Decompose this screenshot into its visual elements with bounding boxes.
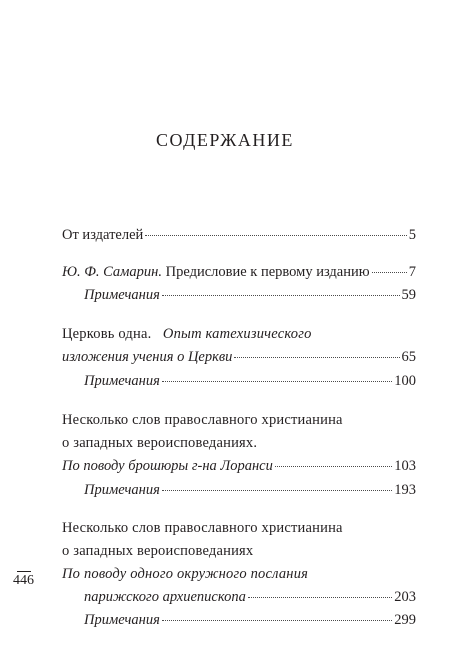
notes-page: 193 — [394, 482, 416, 498]
dot-leader — [372, 272, 407, 273]
notes-page: 100 — [394, 373, 416, 389]
dot-leader — [162, 381, 392, 382]
toc-notes-entry[interactable] — [84, 482, 416, 502]
toc-entry-few-words-2[interactable] — [84, 589, 416, 609]
entry-page: 103 — [394, 458, 416, 474]
entry-page: 7 — [408, 264, 416, 280]
entry-page: 203 — [394, 589, 416, 605]
dot-leader — [145, 235, 406, 236]
toc-notes-entry[interactable] — [84, 612, 416, 632]
notes-label: Примечания — [84, 612, 160, 628]
toc-entry-few-words-1-line-2: о западных вероисповеданиях. — [62, 435, 258, 451]
toc-notes-entry[interactable] — [84, 287, 416, 307]
toc-entry-few-words-2-line-1: Несколько слов православного христианина — [62, 520, 343, 536]
dot-leader — [162, 620, 392, 621]
toc-entry-church[interactable] — [62, 349, 416, 369]
dot-leader — [248, 597, 392, 598]
toc-entry-few-words-1[interactable] — [62, 458, 416, 478]
dot-leader — [162, 295, 400, 296]
entry-subtitle: По поводу брошюры г-на Лоранси — [62, 458, 273, 474]
toc-entry-few-words-2-line-3: По поводу одного окружного послания — [62, 566, 309, 582]
dot-leader — [234, 357, 399, 358]
contents-title: СОДЕРЖАНИЕ — [156, 130, 294, 150]
entry-title: Предисловие к первому изданию — [165, 264, 370, 280]
entry-page: 65 — [401, 349, 416, 365]
entry-subtitle: изложения учения о Церкви — [62, 349, 233, 365]
entry-subtitle: Опыт катехизического — [162, 326, 312, 342]
page-number: 446 — [13, 573, 34, 588]
toc-entry-from-publishers[interactable] — [62, 227, 416, 247]
toc-entry-few-words-2-line-2: о западных вероисповеданиях — [62, 543, 254, 559]
notes-page: 299 — [394, 612, 416, 628]
dot-leader — [275, 466, 392, 467]
toc-entry-few-words-1-line-1: Несколько слов православного христианина — [62, 412, 343, 428]
entry-page: 5 — [408, 227, 416, 243]
notes-page: 59 — [401, 287, 416, 303]
notes-label: Примечания — [84, 373, 160, 389]
toc-entry-church-line-1 — [62, 326, 312, 343]
toc-notes-entry[interactable] — [84, 373, 416, 393]
entry-title: От издателей — [62, 227, 144, 243]
entry-subtitle: парижского архиепископа — [84, 589, 246, 605]
notes-label: Примечания — [84, 287, 160, 303]
notes-label: Примечания — [84, 482, 160, 498]
toc-entry-samarin-preface[interactable] — [62, 264, 416, 284]
entry-title: Церковь одна. — [62, 326, 152, 342]
entry-author: Ю. Ф. Самарин. — [62, 264, 162, 280]
dot-leader — [162, 490, 392, 491]
